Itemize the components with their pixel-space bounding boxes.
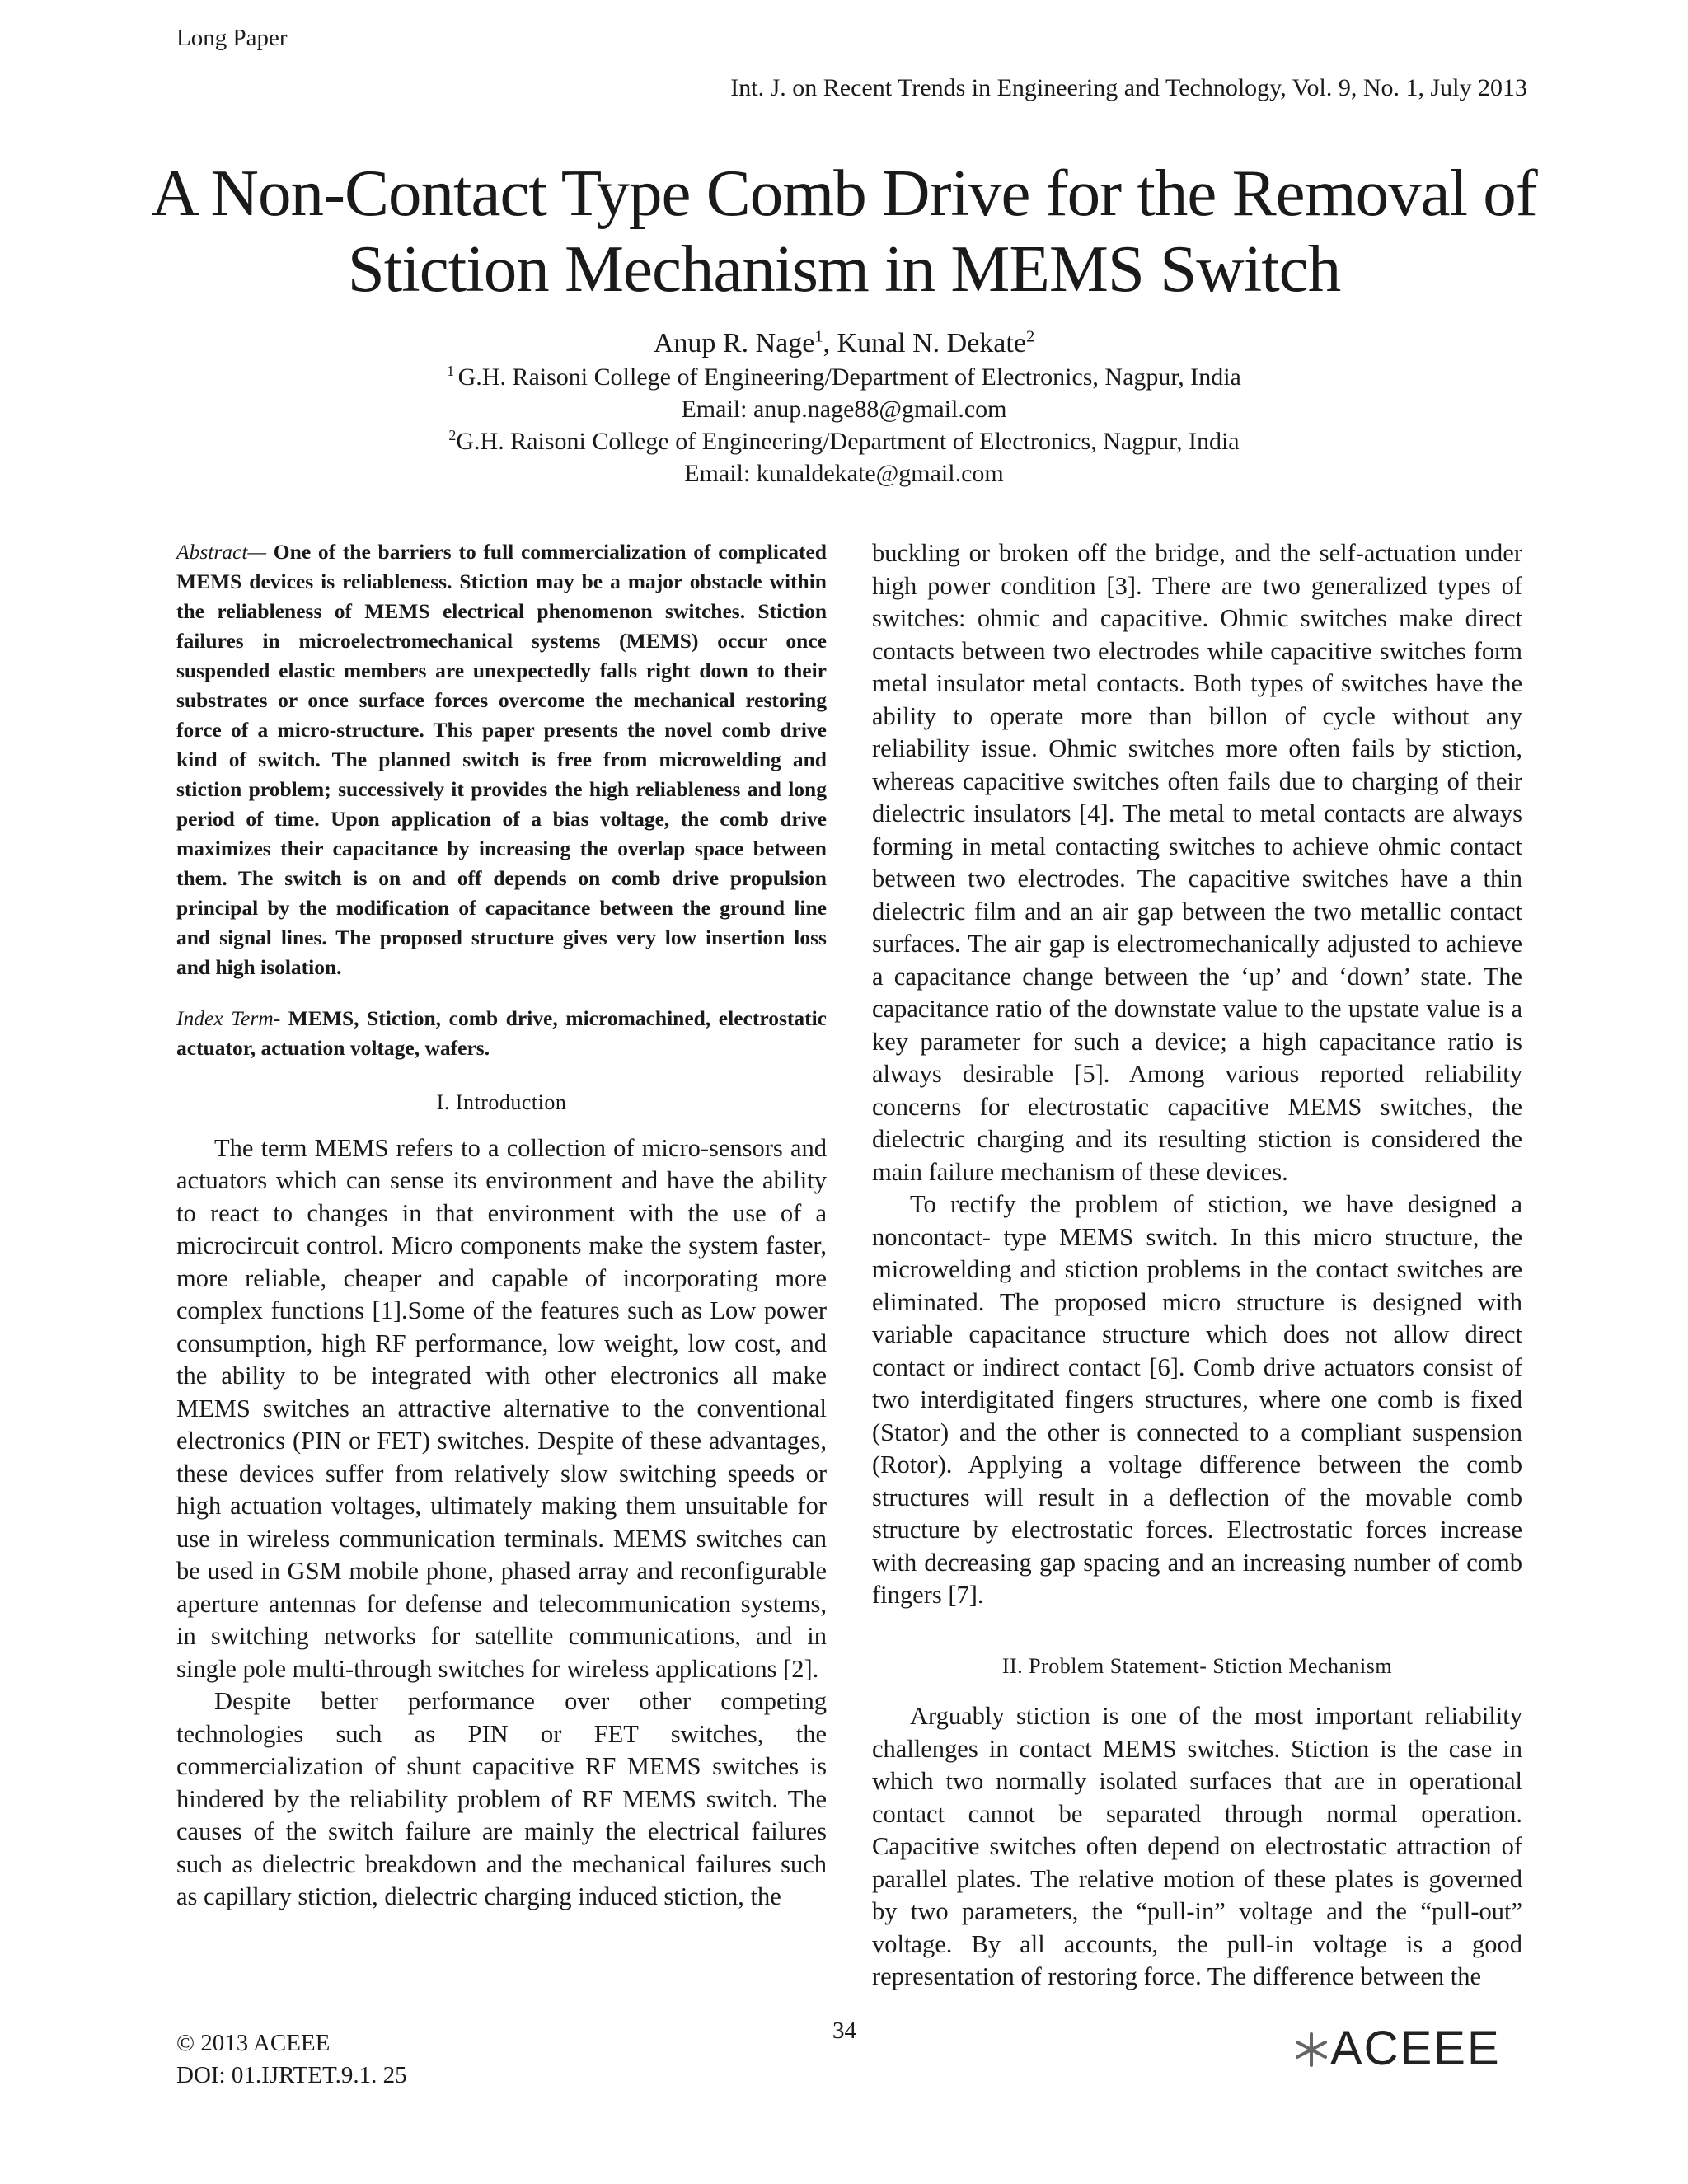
paragraph: buckling or broken off the bridge, and the self-actuation under high power condition [3]. There are two generalized types of switches: ohmic and capacitive. Ohmic switches make direct contacts between two electrodes while capacitive switches form metal insulator metal contacts. Both types of switches have the ability to operate more than billon of cycle without any reliability issue. Ohmic switches more often fails by stiction, whereas capacitive switches often fails due to charging of their dielectric insulators [4]. The metal to metal contacts are always forming in metal contacting switches to achieve ohmic contact between two electrodes. The capacitive switches have a thin dielectric film and an air gap between the two metallic contact surfaces. The air gap is electromechanically adjusted to achieve a capacitance change between the ‘up’ and ‘down’ state. The capacitance ratio of the downstate value to the upstate value is a key parameter for such a device; a high capacitance ratio is always desirable [5]. Among various reported reliability concerns for electrostatic capacitive MEMS switches, the dielectric charging and its resulting stiction is considered the main failure mechanism of these devices. [872,539,1522,1186]
section-heading-problem-statement: II. Problem Statement- Stiction Mechanism [1001,1653,1393,1678]
copyright-text: © 2013 ACEEE [176,2030,331,2056]
affiliation-text: G.H. Raisoni College of Engineering/Department of Electronics, Nagpur, India [456,428,1240,455]
author-affiliation-mark: 1 [814,327,823,346]
author-separator: , [823,328,837,359]
author-list [124,326,1564,361]
title-block [124,155,1564,490]
abstract-lead: Abstract— [176,540,267,564]
author-name: Kunal N. Dekate [837,328,1026,359]
page-number: 34 [832,2018,856,2044]
paper-title-line-1: A Non-Contact Type Comb Drive for the Removal of [151,156,1537,230]
left-column [176,537,827,1914]
author-email: Email: kunaldekate@gmail.com [684,460,1004,487]
index-terms-lead: Index Term- [176,1006,281,1030]
affiliation-mark: 2 [448,427,457,443]
paragraph: The term MEMS refers to a collection of micro-sensors and actuators which can sense its environment and have the ability to react to changes in that environment with the use of a microcircuit control. Micro components make the system faster, more reliable, cheaper and capable of incorporating more complex functions [1].Some of the features such as Low power consumption, high RF performance, low weight, low cost, and the ability to be integrated with other electronics all make MEMS switches an attractive alternative to the conventional electronics (PIN or FET) switches. Despite of these advantages, these devices suffer from relatively slow switching speeds or high actuation voltages, ultimately making them unsuitable for use in wireless communication terminals. MEMS switches can be used in GSM mobile phone, phased array and reconfigurable aperture antennas for defense and telecommunication systems, in switching networks for satellite communications, and in single pole multi-through switches for wireless applications [2]. [176,1133,827,1683]
affiliation-text: G.H. Raisoni College of Engineering/Department of Electronics, Nagpur, India [457,363,1241,391]
journal-citation: Int. J. on Recent Trends in Engineering and Technology, Vol. 9, No. 1, July 2013 [730,74,1527,101]
footer-copyright [176,2027,407,2092]
author-name: Anup R. Nage [653,328,815,359]
paragraph: Arguably stiction is one of the most important reliability challenges in contact MEMS switches. Stiction is the case in which two normally isolated surfaces that are in operational contact cannot be separated through normal operation. Capacitive switches often depend on electrostatic attraction of parallel plates. The relative motion of these plates is governed by two parameters, the “pull-in” voltage and the “pull-out” voltage. By all accounts, the pull-in voltage is a good representation of restoring force. The difference between the [872,1702,1522,1990]
aceee-logo [1292,2022,1525,2075]
paragraph: To rectify the problem of stiction, we have designed a noncontact- type MEMS switch. In this micro structure, the microwelding and stiction problems in the contact switches are eliminated. The proposed micro structure is designed with variable capacitance structure which does not allow direct contact or indirect contact [6]. Comb drive actuators consist of two interdigitated fingers structures, where one comb is fixed (Stator) and the other is connected to a compliant suspension (Rotor). Applying a voltage difference between the comb structures will result in a deflection of the movable comb structure by electrostatic forces. Electrostatic forces increase with decreasing gap spacing and an increasing number of comb fingers [7]. [872,1190,1522,1609]
index-terms [176,1004,827,1063]
affiliation [124,361,1564,393]
aceee-wordmark: ACEEE [1330,2022,1501,2075]
affiliation [124,425,1564,457]
doi-text: DOI: 01.IJRTET.9.1. 25 [176,2062,407,2088]
running-head: Long Paper [176,25,288,51]
paper-title-line-2: Stiction Mechanism in MEMS Switch [347,232,1341,306]
author-email: Email: anup.nage88@gmail.com [681,396,1007,423]
section-heading-introduction: I. Introduction [436,1090,567,1114]
paragraph: Despite better performance over other competing technologies such as PIN or FET switches, the commercialization of shunt capacitive RF MEMS switches is hindered by the reliability problem of RF MEMS switch. The causes of the switch failure are mainly the electrical failures such as dielectric breakdown and the mechanical failures such as capillary stiction, dielectric charging induced stiction, the [176,1687,827,1910]
abstract-text: One of the barriers to full commercialization of complicated MEMS devices is reliableness. Stiction may be a major obstacle within the reliableness of MEMS electrical phenomenon switches. Stiction failures in microelectromechanical systems (MEMS) occur once suspended elastic members are unexpectedly falls right down to their substrates or once surface forces overcome the mechanical restoring force of a micro-structure. This paper presents the novel comb drive kind of switch. The planned switch is free from microwelding and stiction problem; successively it provides the high reliableness and long period of time. Upon application of a bias voltage, the comb drive maximizes their capacitance by increasing the overlap space between them. The switch is on and off depends on comb drive propulsion principal by the modification of capacitance between the ground line and signal lines. The proposed structure gives very low insertion loss and high isolation. [176,540,827,979]
right-column [872,537,1522,1994]
author-affiliation-mark: 2 [1025,327,1035,346]
affiliation-mark: 1 [447,363,458,379]
abstract [176,537,827,982]
aceee-star-icon [1292,2031,1330,2069]
index-terms-text: MEMS, Stiction, comb drive, micromachined, electrostatic actuator, actuation voltage, wafers. [176,1006,828,1060]
